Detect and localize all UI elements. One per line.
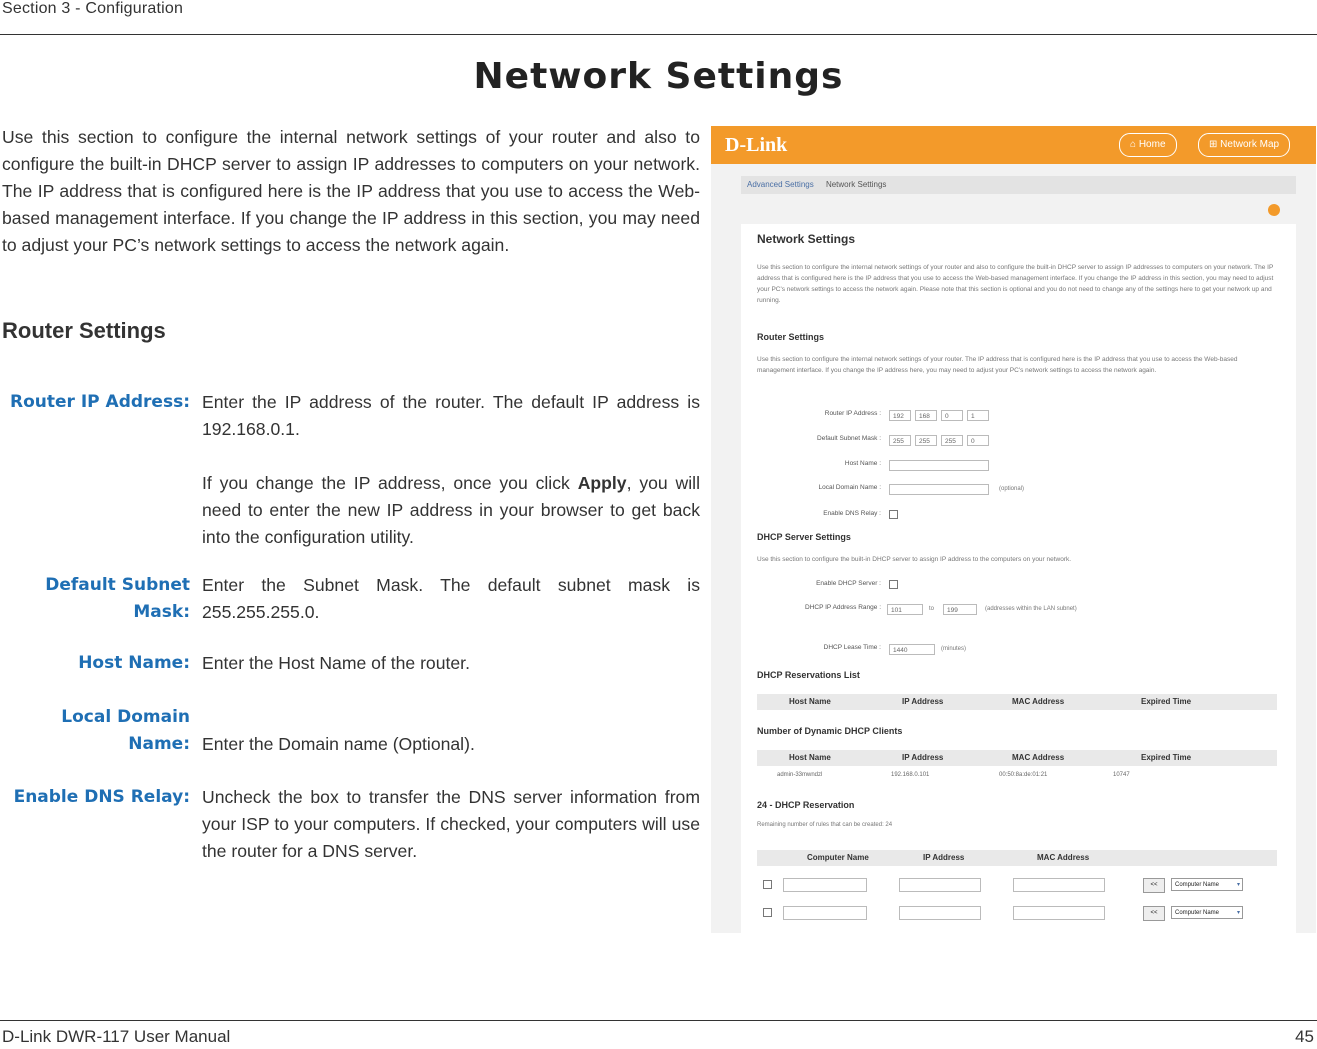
reservation-row-2-mac[interactable] bbox=[1013, 906, 1105, 920]
reservation-row-1-mac[interactable] bbox=[1013, 878, 1105, 892]
router-ui-screenshot bbox=[711, 126, 1316, 933]
remaining-rules: Remaining number of rules that can be created: 24 bbox=[757, 822, 893, 828]
dhcp-enable-checkbox[interactable] bbox=[889, 580, 898, 589]
screenshot-top-bar bbox=[711, 126, 1316, 164]
home-label: Home bbox=[1138, 139, 1166, 150]
dhcp-settings-text: Use this section to configure the built-in DHCP server to assign IP address to the computers on your network. bbox=[757, 556, 1072, 563]
label-domain-name bbox=[61, 704, 190, 758]
desc-domain-name: Enter the Domain name (Optional). bbox=[202, 734, 475, 754]
reservation-row-1-select[interactable]: Computer Name ▾ bbox=[1171, 878, 1243, 891]
page-number: 45 bbox=[1295, 1027, 1314, 1046]
label-domain-line1: Local Domain bbox=[61, 707, 190, 727]
desc-host-name: Enter the Host Name of the router. bbox=[202, 653, 470, 673]
reservation-row-2-name[interactable] bbox=[783, 906, 867, 920]
breadcrumb-current: Network Settings bbox=[825, 180, 887, 189]
client-host: admin-33mwndzl bbox=[777, 772, 823, 778]
reservation-row-1-copy-button[interactable]: << bbox=[1143, 878, 1165, 893]
client-expired: 10747 bbox=[1113, 772, 1130, 778]
card-intro: Use this section to configure the internal network settings of your router and also to configure the built-in DHCP server to assign IP addresses to computers on your network. The IP address that is configured here is the IP address that you use to access the Web-based management interface. If you change the IP address in this section, you may need to adjust your PC's network settings to access the network again. Please note that this section is optional and you do not need to change any of the settings here to get your network up and running. bbox=[757, 264, 1274, 304]
dynamic-clients-title: Number of Dynamic DHCP Clients bbox=[757, 726, 903, 736]
card-title: Network Settings bbox=[757, 232, 856, 246]
reservations-header-row bbox=[757, 694, 1277, 710]
breadcrumb-advanced-settings[interactable]: Advanced Settings bbox=[747, 180, 814, 189]
label-domain-line2: Name: bbox=[128, 734, 190, 754]
dhcp-settings-title: DHCP Server Settings bbox=[757, 532, 851, 542]
network-map-button[interactable] bbox=[1198, 133, 1290, 157]
res-col-computer-name: Computer Name bbox=[807, 853, 869, 862]
domain-input[interactable] bbox=[889, 484, 989, 495]
header-rule bbox=[0, 34, 1317, 35]
lease-label: DHCP Lease Time : bbox=[823, 644, 881, 651]
client-col-ip-address: IP Address bbox=[902, 753, 944, 762]
intro-paragraph: Use this section to configure the internal network settings of your router and also to configure the built-in DHCP server to assign IP addresses to computers on your network. The IP address that is configured here is the IP address that you use to access the Web-based management interface. If you change the IP address in this section, you may need to adjust your PC’s network settings to access the network again. bbox=[2, 127, 700, 255]
res-col-ip-address: IP Address bbox=[923, 853, 965, 862]
breadcrumb bbox=[741, 176, 1296, 194]
dns-relay-label: Enable DNS Relay : bbox=[823, 510, 881, 517]
label-subnet-line2: Mask: bbox=[133, 602, 190, 622]
reservation-row-1-ip[interactable] bbox=[899, 878, 981, 892]
router-settings-text: Use this section to configure the internal network settings of your router. The IP address that is configured here is the IP address that you use to access the Web-based management interface. If you change the IP address here, you may need to adjust your PC's network settings to access the network again. bbox=[757, 356, 1238, 374]
router-ip-octet-3[interactable]: 0 bbox=[941, 410, 963, 421]
reservation-row-2-select[interactable]: Computer Name ▾ bbox=[1171, 906, 1243, 919]
host-name-input[interactable] bbox=[889, 460, 989, 471]
apply-pre: If you change the IP address, once you click bbox=[202, 473, 578, 493]
desc-router-ip bbox=[202, 389, 700, 551]
info-icon[interactable] bbox=[1268, 204, 1280, 216]
reservation-row-2-ip[interactable] bbox=[899, 906, 981, 920]
client-col-expired-time: Expired Time bbox=[1141, 753, 1192, 762]
clients-header-row bbox=[757, 750, 1277, 766]
router-ip-octet-4[interactable]: 1 bbox=[967, 410, 989, 421]
lease-unit: (minutes) bbox=[941, 646, 967, 652]
dhcp-range-to[interactable]: 199 bbox=[943, 604, 977, 615]
label-subnet-mask bbox=[45, 572, 190, 626]
home-button[interactable] bbox=[1119, 133, 1177, 157]
apply-bold: Apply bbox=[577, 473, 627, 493]
subnet-octet-2[interactable]: 255 bbox=[915, 435, 937, 446]
client-ip: 192.168.0.101 bbox=[891, 772, 930, 778]
col-expired-time: Expired Time bbox=[1141, 697, 1192, 706]
optional-note: (optional) bbox=[999, 486, 1025, 492]
res-col-mac-address: MAC Address bbox=[1037, 853, 1090, 862]
network-map-icon: ⊞ bbox=[1209, 139, 1221, 150]
router-ip-label: Router IP Address : bbox=[824, 410, 881, 417]
footer-manual-title: D-Link DWR-117 User Manual bbox=[2, 1027, 231, 1046]
subnet-label: Default Subnet Mask : bbox=[817, 435, 881, 442]
label-router-ip: Router IP Address: bbox=[10, 392, 190, 412]
reservations-list-title: DHCP Reservations List bbox=[757, 670, 860, 680]
reservation-row-1-name[interactable] bbox=[783, 878, 867, 892]
range-note: (addresses within the LAN subnet) bbox=[985, 606, 1077, 612]
range-to-word: to bbox=[929, 606, 935, 612]
subnet-octet-3[interactable]: 255 bbox=[941, 435, 963, 446]
subnet-octet-4[interactable]: 0 bbox=[967, 435, 989, 446]
network-map-label: Network Map bbox=[1220, 139, 1280, 150]
router-settings-title: Router Settings bbox=[757, 332, 825, 342]
dns-relay-checkbox[interactable] bbox=[889, 510, 898, 519]
router-ip-octet-2[interactable]: 168 bbox=[915, 410, 937, 421]
col-ip-address: IP Address bbox=[902, 697, 944, 706]
client-col-mac-address: MAC Address bbox=[1012, 753, 1065, 762]
label-subnet-line1: Default Subnet bbox=[45, 575, 190, 595]
router-ip-octet-1[interactable]: 192 bbox=[889, 410, 911, 421]
reservation-row-1-checkbox[interactable] bbox=[763, 880, 772, 889]
router-settings-heading: Router Settings bbox=[2, 318, 166, 343]
label-host-name: Host Name: bbox=[78, 653, 190, 673]
reservation-row-2-copy-button[interactable]: << bbox=[1143, 906, 1165, 921]
lease-input[interactable]: 1440 bbox=[889, 644, 935, 655]
subnet-octet-1[interactable]: 255 bbox=[889, 435, 911, 446]
reservation-row-2-checkbox[interactable] bbox=[763, 908, 772, 917]
domain-label: Local Domain Name : bbox=[818, 484, 881, 491]
client-mac: 00:50:8a:de:01:21 bbox=[999, 772, 1048, 778]
settings-card bbox=[741, 224, 1296, 933]
footer-rule bbox=[0, 1020, 1317, 1021]
desc-subnet-mask: Enter the Subnet Mask. The default subnet mask is 255.255.255.0. bbox=[202, 575, 700, 622]
col-mac-address: MAC Address bbox=[1012, 697, 1065, 706]
desc-router-ip-p2 bbox=[202, 470, 700, 551]
dlink-logo: D-Link bbox=[725, 134, 788, 156]
host-name-label: Host Name : bbox=[844, 460, 881, 467]
section-header: Section 3 - Configuration bbox=[2, 0, 184, 17]
home-icon: ⌂ bbox=[1130, 139, 1139, 150]
col-host-name: Host Name bbox=[789, 697, 831, 706]
dhcp-range-label: DHCP IP Address Range : bbox=[805, 604, 881, 611]
dhcp-enable-label: Enable DHCP Server : bbox=[816, 580, 881, 587]
page-title: Network Settings bbox=[473, 56, 844, 97]
reservation-24-title: 24 - DHCP Reservation bbox=[757, 800, 855, 810]
label-dns-relay: Enable DNS Relay: bbox=[13, 787, 190, 807]
dhcp-range-from[interactable]: 101 bbox=[887, 604, 923, 615]
desc-router-ip-p1: Enter the IP address of the router. The default IP address is 192.168.0.1. bbox=[202, 392, 700, 439]
apply-post: , you will need to enter the new IP address in your browser to get back into the configuration utility. bbox=[202, 473, 700, 547]
reservation-header-row bbox=[757, 850, 1277, 866]
desc-dns-relay: Uncheck the box to transfer the DNS server information from your ISP to your computers. If checked, your computers will use the router for a DNS server. bbox=[202, 787, 700, 861]
client-col-host-name: Host Name bbox=[789, 753, 831, 762]
